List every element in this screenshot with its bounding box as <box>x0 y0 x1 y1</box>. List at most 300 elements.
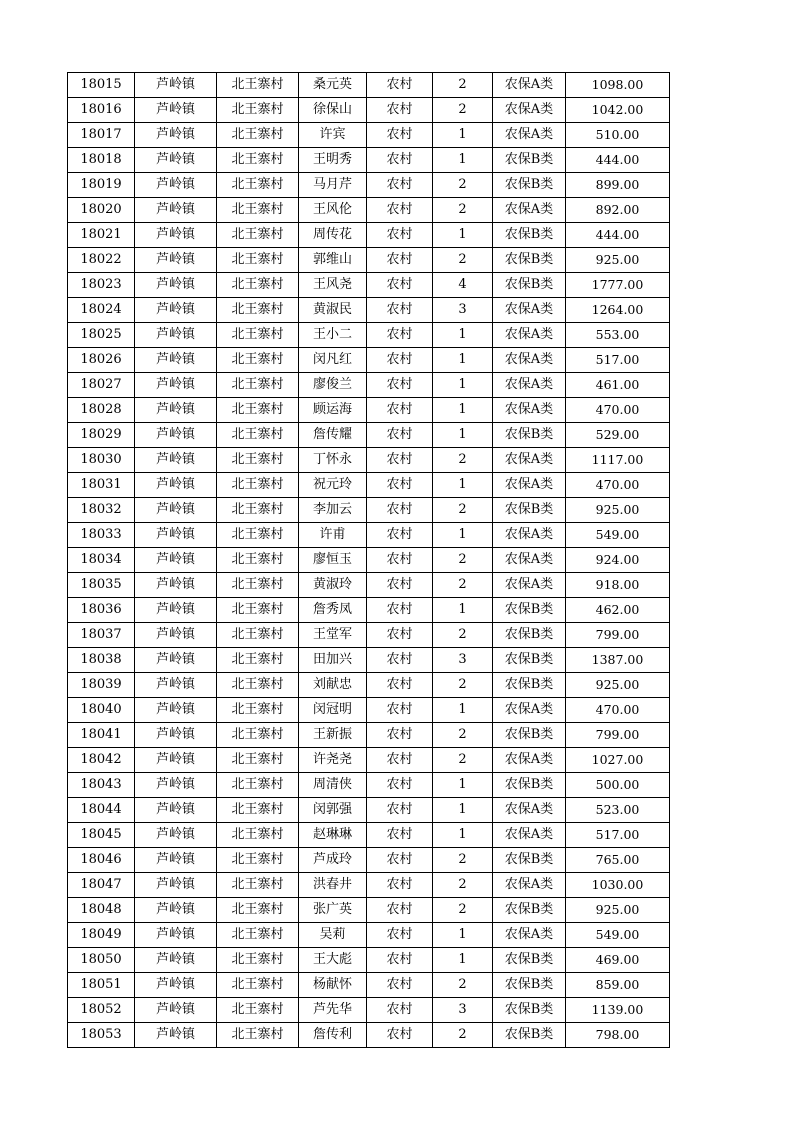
table-row <box>68 973 670 998</box>
cell-village: 北王寨村 <box>217 473 299 498</box>
cell-insurance-class: 农保B类 <box>493 148 566 173</box>
cell-insurance-class: 农保A类 <box>493 323 566 348</box>
cell-household-size: 1 <box>433 348 493 373</box>
table-row <box>68 173 670 198</box>
table-row <box>68 398 670 423</box>
cell-town: 芦岭镇 <box>135 848 217 873</box>
cell-record-id: 18053 <box>68 1023 135 1048</box>
cell-record-id: 18023 <box>68 273 135 298</box>
cell-name: 周清侠 <box>299 773 367 798</box>
cell-amount: 892.00 <box>566 198 670 223</box>
cell-insurance-class: 农保A类 <box>493 398 566 423</box>
table-row <box>68 923 670 948</box>
cell-amount: 1042.00 <box>566 98 670 123</box>
cell-amount: 553.00 <box>566 323 670 348</box>
cell-amount: 1117.00 <box>566 448 670 473</box>
table-row <box>68 573 670 598</box>
cell-name: 芦先华 <box>299 998 367 1023</box>
cell-town: 芦岭镇 <box>135 298 217 323</box>
cell-record-id: 18027 <box>68 373 135 398</box>
cell-amount: 925.00 <box>566 673 670 698</box>
cell-record-id: 18020 <box>68 198 135 223</box>
cell-insurance-class: 农保B类 <box>493 773 566 798</box>
cell-insurance-class: 农保B类 <box>493 423 566 448</box>
cell-residence-type: 农村 <box>367 398 433 423</box>
cell-household-size: 2 <box>433 548 493 573</box>
cell-record-id: 18040 <box>68 698 135 723</box>
cell-insurance-class: 农保B类 <box>493 898 566 923</box>
cell-town: 芦岭镇 <box>135 648 217 673</box>
cell-name: 杨献怀 <box>299 973 367 998</box>
cell-insurance-class: 农保B类 <box>493 498 566 523</box>
cell-village: 北王寨村 <box>217 848 299 873</box>
table-row <box>68 248 670 273</box>
cell-insurance-class: 农保B类 <box>493 948 566 973</box>
cell-village: 北王寨村 <box>217 823 299 848</box>
table-row <box>68 698 670 723</box>
cell-town: 芦岭镇 <box>135 173 217 198</box>
cell-insurance-class: 农保A类 <box>493 348 566 373</box>
cell-town: 芦岭镇 <box>135 598 217 623</box>
cell-record-id: 18044 <box>68 798 135 823</box>
cell-residence-type: 农村 <box>367 748 433 773</box>
cell-residence-type: 农村 <box>367 598 433 623</box>
cell-household-size: 1 <box>433 223 493 248</box>
cell-name: 李加云 <box>299 498 367 523</box>
table-row <box>68 423 670 448</box>
cell-name: 廖恒玉 <box>299 548 367 573</box>
cell-village: 北王寨村 <box>217 873 299 898</box>
cell-household-size: 2 <box>433 873 493 898</box>
table-row <box>68 898 670 923</box>
cell-town: 芦岭镇 <box>135 248 217 273</box>
cell-amount: 469.00 <box>566 948 670 973</box>
cell-name: 许宾 <box>299 123 367 148</box>
cell-amount: 799.00 <box>566 623 670 648</box>
cell-town: 芦岭镇 <box>135 348 217 373</box>
cell-residence-type: 农村 <box>367 123 433 148</box>
cell-town: 芦岭镇 <box>135 998 217 1023</box>
cell-name: 周传花 <box>299 223 367 248</box>
cell-residence-type: 农村 <box>367 948 433 973</box>
cell-insurance-class: 农保B类 <box>493 223 566 248</box>
cell-insurance-class: 农保B类 <box>493 1023 566 1048</box>
cell-household-size: 1 <box>433 698 493 723</box>
cell-insurance-class: 农保A类 <box>493 198 566 223</box>
cell-town: 芦岭镇 <box>135 823 217 848</box>
cell-amount: 510.00 <box>566 123 670 148</box>
cell-record-id: 18037 <box>68 623 135 648</box>
cell-record-id: 18034 <box>68 548 135 573</box>
cell-household-size: 3 <box>433 998 493 1023</box>
cell-household-size: 2 <box>433 248 493 273</box>
cell-residence-type: 农村 <box>367 323 433 348</box>
cell-town: 芦岭镇 <box>135 748 217 773</box>
cell-residence-type: 农村 <box>367 998 433 1023</box>
cell-name: 桑元英 <box>299 73 367 98</box>
table-row <box>68 273 670 298</box>
cell-town: 芦岭镇 <box>135 448 217 473</box>
cell-town: 芦岭镇 <box>135 798 217 823</box>
cell-amount: 462.00 <box>566 598 670 623</box>
table-row <box>68 948 670 973</box>
cell-household-size: 1 <box>433 473 493 498</box>
cell-amount: 918.00 <box>566 573 670 598</box>
cell-insurance-class: 农保B类 <box>493 623 566 648</box>
cell-name: 郭维山 <box>299 248 367 273</box>
table-row <box>68 823 670 848</box>
cell-name: 祝元玲 <box>299 473 367 498</box>
cell-household-size: 1 <box>433 923 493 948</box>
cell-amount: 1139.00 <box>566 998 670 1023</box>
cell-village: 北王寨村 <box>217 548 299 573</box>
table-row <box>68 748 670 773</box>
cell-town: 芦岭镇 <box>135 948 217 973</box>
cell-record-id: 18046 <box>68 848 135 873</box>
table-row <box>68 198 670 223</box>
cell-village: 北王寨村 <box>217 323 299 348</box>
cell-village: 北王寨村 <box>217 523 299 548</box>
cell-amount: 1030.00 <box>566 873 670 898</box>
table-row <box>68 773 670 798</box>
cell-town: 芦岭镇 <box>135 198 217 223</box>
cell-village: 北王寨村 <box>217 423 299 448</box>
cell-record-id: 18032 <box>68 498 135 523</box>
cell-residence-type: 农村 <box>367 373 433 398</box>
cell-name: 王堂军 <box>299 623 367 648</box>
cell-village: 北王寨村 <box>217 98 299 123</box>
cell-residence-type: 农村 <box>367 298 433 323</box>
cell-amount: 899.00 <box>566 173 670 198</box>
cell-village: 北王寨村 <box>217 798 299 823</box>
cell-village: 北王寨村 <box>217 973 299 998</box>
cell-town: 芦岭镇 <box>135 898 217 923</box>
table-row <box>68 373 670 398</box>
cell-town: 芦岭镇 <box>135 373 217 398</box>
cell-residence-type: 农村 <box>367 223 433 248</box>
cell-name: 吴莉 <box>299 923 367 948</box>
cell-village: 北王寨村 <box>217 648 299 673</box>
cell-residence-type: 农村 <box>367 723 433 748</box>
cell-village: 北王寨村 <box>217 448 299 473</box>
cell-insurance-class: 农保A类 <box>493 98 566 123</box>
cell-amount: 1777.00 <box>566 273 670 298</box>
cell-name: 许甫 <box>299 523 367 548</box>
cell-household-size: 1 <box>433 598 493 623</box>
cell-amount: 925.00 <box>566 498 670 523</box>
cell-household-size: 2 <box>433 498 493 523</box>
cell-residence-type: 农村 <box>367 898 433 923</box>
cell-village: 北王寨村 <box>217 373 299 398</box>
cell-record-id: 18049 <box>68 923 135 948</box>
cell-insurance-class: 农保A类 <box>493 73 566 98</box>
cell-record-id: 18026 <box>68 348 135 373</box>
cell-record-id: 18028 <box>68 398 135 423</box>
cell-residence-type: 农村 <box>367 173 433 198</box>
cell-residence-type: 农村 <box>367 473 433 498</box>
cell-town: 芦岭镇 <box>135 273 217 298</box>
cell-record-id: 18050 <box>68 948 135 973</box>
cell-town: 芦岭镇 <box>135 1023 217 1048</box>
cell-amount: 529.00 <box>566 423 670 448</box>
cell-town: 芦岭镇 <box>135 73 217 98</box>
cell-name: 王小二 <box>299 323 367 348</box>
cell-name: 詹传利 <box>299 1023 367 1048</box>
cell-record-id: 18018 <box>68 148 135 173</box>
cell-record-id: 18052 <box>68 998 135 1023</box>
cell-household-size: 1 <box>433 148 493 173</box>
cell-town: 芦岭镇 <box>135 223 217 248</box>
table-row <box>68 548 670 573</box>
cell-residence-type: 农村 <box>367 623 433 648</box>
table-row <box>68 473 670 498</box>
cell-residence-type: 农村 <box>367 798 433 823</box>
cell-amount: 523.00 <box>566 798 670 823</box>
cell-record-id: 18030 <box>68 448 135 473</box>
cell-household-size: 1 <box>433 773 493 798</box>
cell-household-size: 2 <box>433 973 493 998</box>
cell-household-size: 2 <box>433 73 493 98</box>
cell-insurance-class: 农保A类 <box>493 823 566 848</box>
cell-name: 黄淑玲 <box>299 573 367 598</box>
cell-record-id: 18039 <box>68 673 135 698</box>
cell-insurance-class: 农保A类 <box>493 548 566 573</box>
cell-amount: 517.00 <box>566 348 670 373</box>
cell-record-id: 18038 <box>68 648 135 673</box>
cell-town: 芦岭镇 <box>135 773 217 798</box>
cell-amount: 549.00 <box>566 523 670 548</box>
cell-residence-type: 农村 <box>367 548 433 573</box>
cell-town: 芦岭镇 <box>135 498 217 523</box>
cell-household-size: 1 <box>433 523 493 548</box>
cell-household-size: 2 <box>433 623 493 648</box>
cell-village: 北王寨村 <box>217 148 299 173</box>
cell-village: 北王寨村 <box>217 498 299 523</box>
cell-insurance-class: 农保A类 <box>493 123 566 148</box>
cell-insurance-class: 农保A类 <box>493 523 566 548</box>
cell-residence-type: 农村 <box>367 973 433 998</box>
cell-insurance-class: 农保A类 <box>493 448 566 473</box>
cell-residence-type: 农村 <box>367 673 433 698</box>
cell-village: 北王寨村 <box>217 248 299 273</box>
cell-town: 芦岭镇 <box>135 873 217 898</box>
table-row <box>68 148 670 173</box>
cell-village: 北王寨村 <box>217 748 299 773</box>
cell-record-id: 18043 <box>68 773 135 798</box>
cell-record-id: 18045 <box>68 823 135 848</box>
cell-village: 北王寨村 <box>217 273 299 298</box>
cell-amount: 765.00 <box>566 848 670 873</box>
cell-village: 北王寨村 <box>217 698 299 723</box>
cell-record-id: 18036 <box>68 598 135 623</box>
cell-amount: 925.00 <box>566 898 670 923</box>
table-row <box>68 623 670 648</box>
cell-town: 芦岭镇 <box>135 698 217 723</box>
table-row <box>68 123 670 148</box>
cell-residence-type: 农村 <box>367 98 433 123</box>
cell-amount: 859.00 <box>566 973 670 998</box>
cell-residence-type: 农村 <box>367 148 433 173</box>
cell-residence-type: 农村 <box>367 923 433 948</box>
cell-village: 北王寨村 <box>217 1023 299 1048</box>
cell-name: 田加兴 <box>299 648 367 673</box>
cell-name: 王风伦 <box>299 198 367 223</box>
cell-town: 芦岭镇 <box>135 423 217 448</box>
cell-household-size: 3 <box>433 298 493 323</box>
table-body <box>68 73 670 1048</box>
cell-household-size: 2 <box>433 748 493 773</box>
cell-record-id: 18021 <box>68 223 135 248</box>
cell-town: 芦岭镇 <box>135 323 217 348</box>
cell-amount: 461.00 <box>566 373 670 398</box>
cell-record-id: 18025 <box>68 323 135 348</box>
cell-amount: 444.00 <box>566 148 670 173</box>
cell-amount: 549.00 <box>566 923 670 948</box>
cell-household-size: 4 <box>433 273 493 298</box>
cell-record-id: 18047 <box>68 873 135 898</box>
cell-town: 芦岭镇 <box>135 473 217 498</box>
table-row <box>68 723 670 748</box>
cell-village: 北王寨村 <box>217 198 299 223</box>
cell-insurance-class: 农保A类 <box>493 473 566 498</box>
cell-amount: 470.00 <box>566 398 670 423</box>
table-row <box>68 298 670 323</box>
cell-town: 芦岭镇 <box>135 123 217 148</box>
cell-insurance-class: 农保A类 <box>493 798 566 823</box>
table-row <box>68 223 670 248</box>
cell-town: 芦岭镇 <box>135 398 217 423</box>
cell-name: 闵凡红 <box>299 348 367 373</box>
cell-amount: 1387.00 <box>566 648 670 673</box>
cell-town: 芦岭镇 <box>135 623 217 648</box>
cell-residence-type: 农村 <box>367 198 433 223</box>
cell-household-size: 2 <box>433 448 493 473</box>
cell-household-size: 1 <box>433 948 493 973</box>
cell-village: 北王寨村 <box>217 948 299 973</box>
cell-record-id: 18042 <box>68 748 135 773</box>
cell-name: 刘献忠 <box>299 673 367 698</box>
cell-town: 芦岭镇 <box>135 573 217 598</box>
cell-record-id: 18019 <box>68 173 135 198</box>
table-row <box>68 498 670 523</box>
cell-town: 芦岭镇 <box>135 523 217 548</box>
cell-record-id: 18041 <box>68 723 135 748</box>
cell-town: 芦岭镇 <box>135 548 217 573</box>
cell-household-size: 1 <box>433 398 493 423</box>
cell-insurance-class: 农保B类 <box>493 648 566 673</box>
table-row <box>68 523 670 548</box>
cell-household-size: 2 <box>433 1023 493 1048</box>
cell-residence-type: 农村 <box>367 348 433 373</box>
cell-insurance-class: 农保B类 <box>493 173 566 198</box>
table-row <box>68 323 670 348</box>
cell-name: 芦成玲 <box>299 848 367 873</box>
cell-town: 芦岭镇 <box>135 148 217 173</box>
cell-name: 马月芹 <box>299 173 367 198</box>
table-row <box>68 998 670 1023</box>
cell-amount: 799.00 <box>566 723 670 748</box>
cell-residence-type: 农村 <box>367 873 433 898</box>
cell-amount: 470.00 <box>566 698 670 723</box>
cell-residence-type: 农村 <box>367 848 433 873</box>
cell-insurance-class: 农保B类 <box>493 598 566 623</box>
cell-village: 北王寨村 <box>217 773 299 798</box>
cell-village: 北王寨村 <box>217 348 299 373</box>
cell-record-id: 18051 <box>68 973 135 998</box>
cell-residence-type: 农村 <box>367 523 433 548</box>
cell-household-size: 2 <box>433 173 493 198</box>
cell-name: 洪春井 <box>299 873 367 898</box>
cell-amount: 924.00 <box>566 548 670 573</box>
cell-amount: 798.00 <box>566 1023 670 1048</box>
cell-record-id: 18033 <box>68 523 135 548</box>
cell-name: 丁怀永 <box>299 448 367 473</box>
cell-name: 顾运海 <box>299 398 367 423</box>
cell-amount: 1264.00 <box>566 298 670 323</box>
cell-insurance-class: 农保B类 <box>493 998 566 1023</box>
cell-insurance-class: 农保A类 <box>493 298 566 323</box>
cell-name: 徐保山 <box>299 98 367 123</box>
cell-household-size: 1 <box>433 423 493 448</box>
table-row <box>68 673 670 698</box>
cell-household-size: 2 <box>433 898 493 923</box>
cell-insurance-class: 农保A类 <box>493 373 566 398</box>
cell-residence-type: 农村 <box>367 1023 433 1048</box>
cell-residence-type: 农村 <box>367 73 433 98</box>
cell-insurance-class: 农保B类 <box>493 973 566 998</box>
table-row <box>68 448 670 473</box>
cell-household-size: 2 <box>433 723 493 748</box>
table-row <box>68 648 670 673</box>
cell-residence-type: 农村 <box>367 573 433 598</box>
cell-name: 廖俊兰 <box>299 373 367 398</box>
cell-insurance-class: 农保A类 <box>493 573 566 598</box>
cell-household-size: 2 <box>433 98 493 123</box>
cell-village: 北王寨村 <box>217 673 299 698</box>
cell-town: 芦岭镇 <box>135 973 217 998</box>
cell-insurance-class: 农保B类 <box>493 248 566 273</box>
cell-village: 北王寨村 <box>217 573 299 598</box>
cell-village: 北王寨村 <box>217 73 299 98</box>
cell-name: 王新振 <box>299 723 367 748</box>
cell-record-id: 18035 <box>68 573 135 598</box>
cell-household-size: 1 <box>433 323 493 348</box>
cell-name: 詹秀凤 <box>299 598 367 623</box>
cell-record-id: 18048 <box>68 898 135 923</box>
cell-town: 芦岭镇 <box>135 98 217 123</box>
cell-village: 北王寨村 <box>217 623 299 648</box>
table-row <box>68 98 670 123</box>
table-row <box>68 1023 670 1048</box>
cell-name: 闵冠明 <box>299 698 367 723</box>
cell-village: 北王寨村 <box>217 723 299 748</box>
cell-household-size: 1 <box>433 823 493 848</box>
cell-insurance-class: 农保B类 <box>493 673 566 698</box>
cell-insurance-class: 农保B类 <box>493 723 566 748</box>
cell-residence-type: 农村 <box>367 448 433 473</box>
cell-insurance-class: 农保B类 <box>493 848 566 873</box>
cell-household-size: 1 <box>433 123 493 148</box>
cell-insurance-class: 农保A类 <box>493 873 566 898</box>
cell-village: 北王寨村 <box>217 998 299 1023</box>
cell-residence-type: 农村 <box>367 423 433 448</box>
cell-household-size: 1 <box>433 373 493 398</box>
cell-village: 北王寨村 <box>217 223 299 248</box>
cell-name: 许尧尧 <box>299 748 367 773</box>
cell-town: 芦岭镇 <box>135 673 217 698</box>
cell-insurance-class: 农保A类 <box>493 923 566 948</box>
cell-residence-type: 农村 <box>367 698 433 723</box>
